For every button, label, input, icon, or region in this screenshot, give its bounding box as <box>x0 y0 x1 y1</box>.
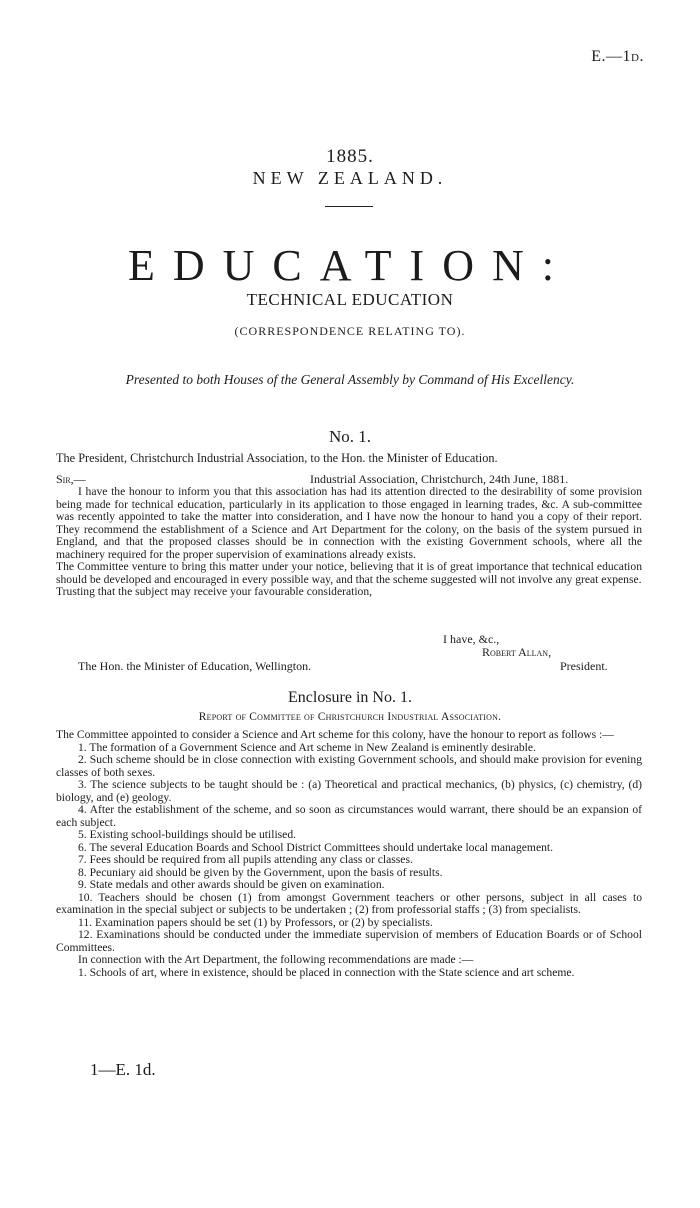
letter-signer-title: President. <box>560 659 608 673</box>
report-item: 6. The several Education Boards and School District Committees should undertake local management. <box>78 840 554 854</box>
letter-paragraph: I have the honour to inform you that this association has had its attention directed to the desirability of some provision being made for technical education, particularly in its application to those engaged in learning trades, &c. A sub-committee was recently appointed to take the matter into consideration, and I have now the honour to hand you a copy of their report. They recommend the establishment of a Science and Art Department for the colony, on the basis of the system pursued in England, and that the proposed classes should be in connection with the existing Government schools, where all the machinery required for the proper supervision of examinations already exists. <box>56 485 642 561</box>
report-item: 1. The formation of a Government Science and Art scheme in New Zealand is eminently desirable. <box>78 740 536 754</box>
letter-paragraph: Trusting that the subject may receive your favourable consideration, <box>56 585 373 598</box>
letter-body <box>56 486 642 599</box>
letter-from-to: The President, Christchurch Industrial Association, to the Hon. the Minister of Education. <box>56 451 498 465</box>
presented-line: Presented to both Houses of the General Assembly by Command of His Excellency. <box>125 372 575 387</box>
report-item: 3. The science subjects to be taught should be : (a) Theoretical and practical mechanics, (b) physics, (c) chemistry, (d) biology, and (e) geology. <box>56 778 642 804</box>
report-body <box>56 729 642 979</box>
title-divider <box>325 206 373 207</box>
letter-paragraph: The Committee venture to bring this matter under your notice, believing that it is of great importance that technical education should be developed and encouraged in every possible way, and that the scheme suggested will not involve any great expense. <box>56 560 642 586</box>
report-item: 10. Teachers should be chosen (1) from amongst Government teachers or other persons, subject in all cases to examination in the special subject or subjects to be undertaken ; (2) from professorial staffs ; (3) from specialists. <box>56 890 642 916</box>
report-item: 2. Such scheme should be in close connection with existing Government schools, and should make provision for evening classes of both sexes. <box>56 753 642 779</box>
subtitle-correspondence: (CORRESPONDENCE RELATING TO). <box>234 324 466 338</box>
report-item: 11. Examination papers should be set (1) by Professors, or (2) by specialists. <box>78 915 433 929</box>
report-item: 12. Examinations should be conducted under the immediate supervision of members of Education Boards or of School Committees. <box>56 928 642 954</box>
letter-address: Industrial Association, Christchurch, 24th June, 1881. <box>310 472 569 486</box>
page-reference: E.—1d. <box>591 48 644 65</box>
letter-addressee: The Hon. the Minister of Education, Wellington. <box>78 659 312 673</box>
letter-salutation: Sir,— <box>56 472 86 486</box>
enclosure-heading: Enclosure in No. 1. <box>288 689 412 706</box>
art-intro: In connection with the Art Department, the following recommendations are made :— <box>78 953 474 966</box>
report-item: 9. State medals and other awards should be given on examination. <box>78 878 385 891</box>
report-item: 7. Fees should be required from all pupils attending any class or classes. <box>78 853 413 866</box>
report-item: 5. Existing school-buildings should be utilised. <box>78 828 297 841</box>
report-intro: The Committee appointed to consider a Science and Art scheme for this colony, have the honour to report as follows :— <box>56 728 614 741</box>
letter-number: No. 1. <box>328 427 372 446</box>
year: 1885. <box>326 146 374 167</box>
signature-mark: 1—E. 1d. <box>90 1060 156 1079</box>
report-item: 4. After the establishment of the scheme, and so soon as circumstances would warrant, there should be an expansion of each subject. <box>56 803 642 829</box>
country: NEW ZEALAND. <box>252 168 448 188</box>
letter-signer: Robert Allan, <box>482 645 552 659</box>
main-title: EDUCATION: <box>128 241 572 290</box>
subtitle: TECHNICAL EDUCATION <box>246 290 454 309</box>
report-item: 8. Pecuniary aid should be given by the Government, upon the basis of results. <box>78 865 443 879</box>
art-item: 1. Schools of art, where in existence, should be placed in connection with the State science and art scheme. <box>78 965 575 979</box>
report-title: Report of Committee of Christchurch Industrial Association. <box>198 711 502 723</box>
letter-closing: I have, &c., <box>443 632 500 646</box>
